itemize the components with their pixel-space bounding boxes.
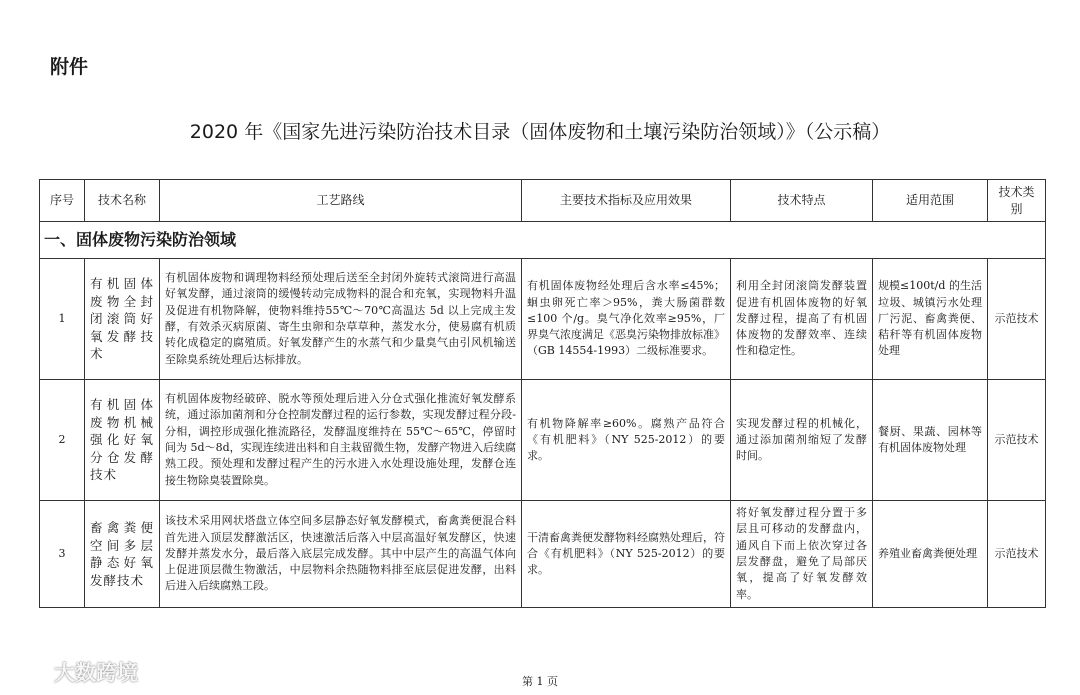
- technology-name: 有机固体废物全封闭滚筒好氧发酵技术: [85, 259, 160, 380]
- applicable-scope: 规模≤100t/d 的生活垃圾、城镇污水处理厂污泥、畜禽粪便、秸秆等有机固体废物处理: [873, 259, 988, 380]
- header-feature: 技术特点: [731, 180, 873, 222]
- technology-feature: 实现发酵过程的机械化，通过添加菌剂缩短了发酵时间。: [731, 380, 873, 501]
- technology-category: 示范技术: [988, 259, 1046, 380]
- technology-category: 示范技术: [988, 380, 1046, 501]
- watermark: [8, 657, 138, 687]
- header-category: 技术类别: [988, 180, 1046, 222]
- watermark-text: 大数跨境: [54, 661, 138, 685]
- section-row: [40, 222, 1046, 259]
- applicable-scope: 养殖业畜禽粪便处理: [873, 501, 988, 608]
- header-route: 工艺路线: [160, 180, 522, 222]
- technology-category: 示范技术: [988, 501, 1046, 608]
- header-scope: 适用范围: [873, 180, 988, 222]
- section-title: 一、固体废物污染防治领域: [40, 222, 1046, 259]
- page-number: 第 1 页: [522, 675, 558, 688]
- applicable-scope: 餐厨、果蔬、园林等有机固体废物处理: [873, 380, 988, 501]
- table-header-row: [40, 180, 1046, 222]
- header-effect: 主要技术指标及应用效果: [522, 180, 731, 222]
- table-row: [40, 380, 1046, 501]
- row-number: 3: [40, 501, 85, 608]
- row-number: 1: [40, 259, 85, 380]
- document-title: 2020 年《国家先进污染防治技术目录（固体废物和土壤污染防治领域）》（公示稿）: [189, 121, 891, 143]
- table-row: [40, 501, 1046, 608]
- technology-table: [39, 179, 1046, 608]
- technology-name: 畜禽粪便空间多层静态好氧发酵技术: [85, 501, 160, 608]
- indicators-effect: 干清畜禽粪便发酵物料经腐熟处理后，符合《有机肥料》（NY 525-2012）的要求。: [522, 501, 731, 608]
- row-number: 2: [40, 380, 85, 501]
- technology-name: 有机固体废物机械强化好氧分仓发酵技术: [85, 380, 160, 501]
- table-row: [40, 259, 1046, 380]
- indicators-effect: 有机固体废物经处理后含水率≤45%；蛔虫卵死亡率＞95%，粪大肠菌群数≤100 个/g。臭气净化效率≥95%，厂界臭气浓度满足《恶臭污染物排放标准》（GB 14554-1993）二级标准要求。: [522, 259, 731, 380]
- technology-feature: 利用全封闭滚筒发酵装置促进有机固体废物的好氧发酵过程，提高了有机固体废物的发酵效率、连续性和稳定性。: [731, 259, 873, 380]
- header-name: 技术名称: [85, 180, 160, 222]
- process-route: 有机固体废物和调理物料经预处理后送至全封闭外旋转式滚筒进行高温好氧发酵，通过滚筒的缓慢转动完成物料的混合和充氧，实现物料升温及促进有机物降解，使物料维持55℃～70℃高温达 5d 以上完成主发酵，有效杀灭病原菌、寄生虫卵和杂草草种，蒸发水分，使易腐有机质转化成稳定的腐殖质。好氧发酵产生的水蒸气和少量臭气由引风机输送至除臭系统处理后达标排放。: [160, 259, 522, 380]
- attachment-label: 附件: [50, 56, 89, 78]
- technology-feature: 将好氧发酵过程分置于多层且可移动的发酵盘内，通风自下而上依次穿过各层发酵盘，避免了局部厌氧，提高了好氧发酵效率。: [731, 501, 873, 608]
- chat-bubble-logo-icon: [8, 660, 50, 684]
- process-route: 有机固体废物经破碎、脱水等预处理后进入分仓式强化推流好氧发酵系统，通过添加菌剂和分仓控制发酵过程的运行参数，实现发酵过程分段-分相，调控形成强化推流路径，发酵温度维持在 55℃～65℃，停留时间为 5d～8d，实现连续进出料和自主栽留微生物，发酵产物进入后续腐熟工段。预处理和发酵过程产生的污水进入水处理设施处理，发酵仓连接生物除臭装置除臭。: [160, 380, 522, 501]
- indicators-effect: 有机物降解率≥60%。腐熟产品符合《有机肥料》（NY 525-2012）的要求。: [522, 380, 731, 501]
- header-no: 序号: [40, 180, 85, 222]
- process-route: 该技术采用网状塔盘立体空间多层静态好氧发酵模式，畜禽粪便混合料首先进入顶层发酵激活区，快速激活后落入中层高温好氧发酵区，快速发酵并蒸发水分，最后落入底层完成发酵。其中中层产生的高温气体向上促进顶层微生物激活，中层物料余热随物料排至底层促进发酵，出料后进入后续腐熟工段。: [160, 501, 522, 608]
